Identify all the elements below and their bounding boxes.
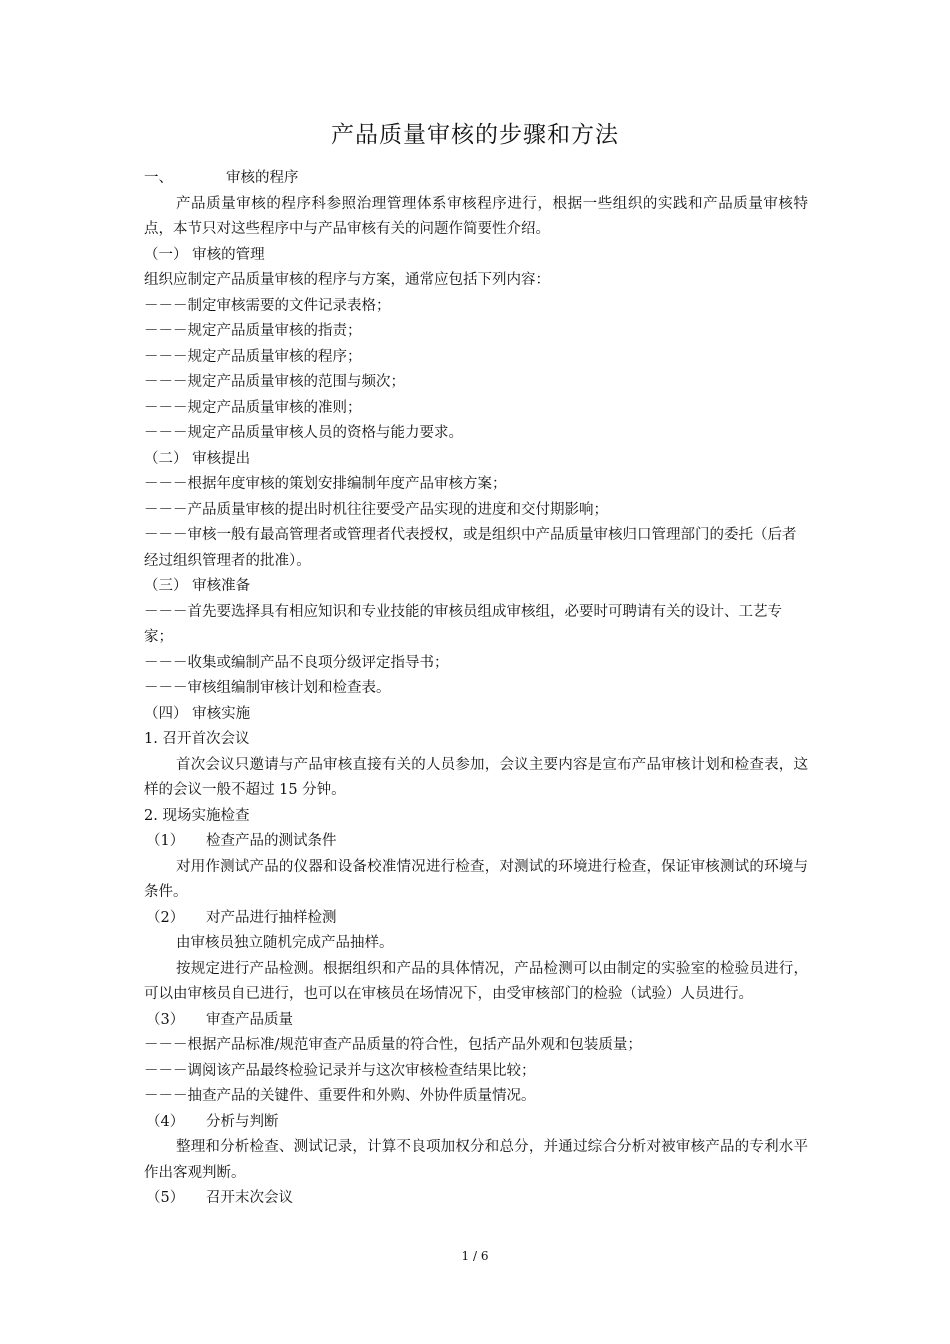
- section-heading: [144, 166, 808, 192]
- list-item: －－－审核一般有最高管理者或管理者代表授权，或是组织中产品质量审核归口管理部门的委托（后者经过组织管理者的批准）。: [144, 527, 797, 569]
- list-item: －－－规定产品质量审核的准则；: [144, 399, 362, 416]
- sub-label: 检查产品的测试条件: [206, 833, 337, 849]
- subsection-heading-management: （一） 审核的管理: [144, 246, 265, 263]
- sub-number: （4）: [146, 1113, 185, 1130]
- sub-text-analysis: 整理和分析检查、测试记录，计算不良项加权分和总分，并通过综合分析对被审核产品的专利水平作出客观判断。: [144, 1139, 808, 1181]
- document-body: [144, 166, 808, 1212]
- list-item: －－－收集或编制产品不良项分级评定指导书；: [144, 654, 449, 671]
- sub-number: （1）: [146, 833, 185, 849]
- step-text-opening-meeting: 首次会议只邀请与产品审核直接有关的人员参加，会议主要内容是宣布产品审核计划和检查表，这样的会议一般不超过 15 分钟。: [144, 756, 808, 798]
- sub-label: 对产品进行抽样检测: [206, 909, 337, 926]
- document-title: 产品质量审核的步骤和方法: [331, 122, 619, 148]
- sub-label: 审查产品质量: [206, 1011, 293, 1028]
- sub-heading-closing-meeting: [144, 1186, 808, 1212]
- list-item: －－－审核组编制审核计划和检查表。: [144, 680, 391, 696]
- sub-number: （2）: [146, 909, 185, 926]
- subsection-heading-preparation: （三） 审核准备: [144, 578, 251, 594]
- sub-number: （3）: [146, 1011, 185, 1028]
- sub-heading-analysis: [144, 1110, 808, 1136]
- list-item: －－－规定产品质量审核的范围与频次；: [144, 374, 405, 390]
- list-item: －－－规定产品质量审核的程序；: [144, 348, 362, 365]
- list-item: －－－产品质量审核的提出时机往往要受产品实现的进度和交付期影响；: [144, 501, 608, 518]
- list-item: －－－调阅该产品最终检验记录并与这次审核检查结果比较；: [144, 1062, 536, 1079]
- list-item: －－－规定产品质量审核人员的资格与能力要求。: [144, 425, 463, 441]
- step-heading-opening-meeting: 1. 召开首次会议: [144, 731, 250, 747]
- list-item: －－－规定产品质量审核的指责；: [144, 323, 362, 339]
- section-number: 一、: [144, 170, 173, 186]
- intro-paragraph: 产品质量审核的程序科参照治理管理体系审核程序进行，根据一些组织的实践和产品质量审核特点，本节只对这些程序中与产品审核有关的问题作简要性介绍。: [144, 195, 808, 237]
- step-heading-onsite-inspection: 2. 现场实施检查: [144, 807, 250, 824]
- sub-text-sampling-2: 按规定进行产品检测。根据组织和产品的具体情况，产品检测可以由制定的实验室的检验员进行，可以由审核员自已进行，也可以在审核员在场情况下，由受审核部门的检验（试验）人员进行。: [144, 960, 808, 1002]
- sub-number: （5）: [146, 1190, 185, 1206]
- page-number: 1 / 6: [461, 1249, 489, 1263]
- list-item: －－－根据年度审核的策划安排编制年度产品审核方案；: [144, 476, 507, 492]
- sub-text-test-conditions: 对用作测试产品的仪器和设备校准情况进行检查，对测试的环境进行检查，保证审核测试的环境与条件。: [144, 858, 808, 900]
- list-item: －－－首先要选择具有相应知识和专业技能的审核员组成审核组，必要时可聘请有关的设计、工艺专家；: [144, 603, 782, 645]
- sub-label: 召开末次会议: [206, 1190, 293, 1206]
- management-lead: 组织应制定产品质量审核的程序与方案，通常应包括下列内容：: [144, 272, 550, 288]
- list-item: －－－根据产品标准/规范审查产品质量的符合性，包括产品外观和包装质量；: [144, 1037, 642, 1053]
- subsection-heading-implementation: （四） 审核实施: [144, 705, 251, 722]
- sub-text-sampling-1: 由审核员独立随机完成产品抽样。: [176, 935, 394, 951]
- sub-heading-quality-review: [144, 1008, 808, 1034]
- sub-heading-test-conditions: [144, 829, 808, 855]
- subsection-heading-proposal: （二） 审核提出: [144, 450, 251, 467]
- list-item: －－－抽查产品的关键件、重要件和外购、外协件质量情况。: [144, 1088, 536, 1104]
- list-item: －－－制定审核需要的文件记录表格；: [144, 297, 391, 314]
- sub-label: 分析与判断: [206, 1113, 279, 1130]
- section-heading-text: 审核的程序: [226, 170, 299, 186]
- sub-heading-sampling: [144, 906, 808, 932]
